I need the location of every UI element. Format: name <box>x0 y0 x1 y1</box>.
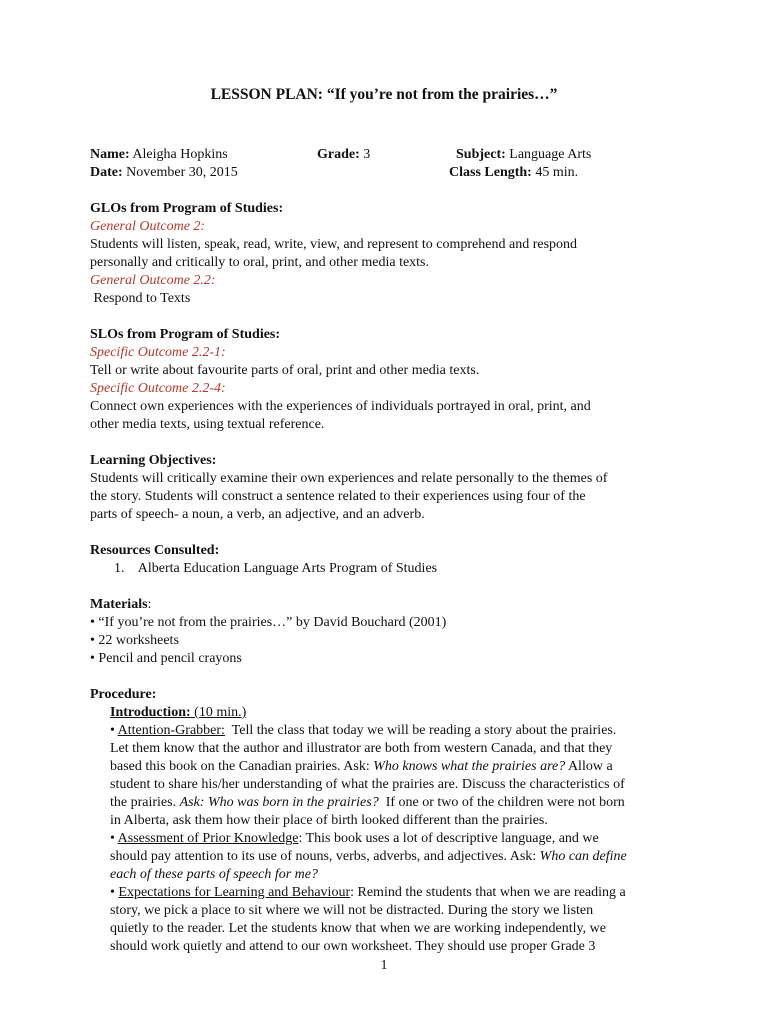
specific-outcome-2-2-1: Specific Outcome 2.2-1: <box>90 345 226 360</box>
attention-grabber-paragraph: • Attention-Grabber: Tell the class that today we will be reading a story about the prairies. Let them know that the author and illustrator are both from western Canada, and that they based this book on the Canadian prairies. Ask: Who knows what the prairies are? Allow a student to share his/her understanding of what the prairies are. Discuss the characteristics of the prairies. Ask: Who was born in the prairies? If one or two of the children were not born in Alberta, ask them how their place of birth looked different than the prairies. <box>110 723 625 828</box>
glo-text-line: personally and critically to oral, print, and other media texts. <box>90 255 430 270</box>
materials-item: • 22 worksheets <box>90 633 179 648</box>
materials-heading-line <box>90 596 690 614</box>
procedure-section <box>90 686 690 956</box>
introduction-time: (10 min.) <box>190 705 247 720</box>
materials-colon: : <box>147 597 152 612</box>
objectives-line: Students will critically examine their own experiences and relate personally to the themes of <box>90 471 608 486</box>
grade-value: 3 <box>363 147 371 162</box>
introduction-label: Introduction: <box>110 705 191 720</box>
materials-heading: Materials <box>90 597 148 612</box>
name-label: Name: <box>90 147 130 162</box>
attention-grabber-label: Attention-Grabber: <box>117 723 225 738</box>
objectives-line: the story. Students will construct a sentence related to their experiences using four of the <box>90 489 586 504</box>
general-outcome-2-2: General Outcome 2.2: <box>90 273 216 288</box>
info-row-2 <box>90 164 690 182</box>
expectations-label: Expectations for Learning and Behaviour <box>118 885 351 900</box>
glo-text-line: Respond to Texts <box>90 291 191 306</box>
objectives-section <box>90 452 690 524</box>
general-outcome-2: General Outcome 2: <box>90 219 206 234</box>
resources-section <box>90 542 690 578</box>
slo-text-line: Connect own experiences with the experiences of individuals portrayed in oral, print, and <box>90 399 591 414</box>
question-born-prairies: Ask: Who was born in the prairies? <box>179 795 379 810</box>
glo-text-line: Students will listen, speak, read, write, view, and represent to comprehend and respond <box>90 237 578 252</box>
specific-outcome-2-2-4: Specific Outcome 2.2-4: <box>90 381 226 396</box>
page-number: 1 <box>380 958 388 973</box>
info-block <box>90 146 690 182</box>
date-value: November 30, 2015 <box>126 165 238 180</box>
slos-heading: SLOs from Program of Studies: <box>90 327 281 342</box>
glos-heading: GLOs from Program of Studies: <box>90 201 284 216</box>
prior-knowledge-paragraph: • Assessment of Prior Knowledge: This book uses a lot of descriptive language, and we should pay attention to its use of nouns, verbs, adverbs, and adjectives. Ask: Who can define each of these parts of speech for me? <box>110 831 627 882</box>
procedure-heading: Procedure: <box>90 687 157 702</box>
question-prairies: Who knows what the prairies are? <box>373 759 566 774</box>
slo-text-line: Tell or write about favourite parts of oral, print and other media texts. <box>90 363 480 378</box>
materials-section <box>90 596 690 668</box>
grade-label: Grade: <box>317 147 360 162</box>
resources-item: 1. Alberta Education Language Arts Program of Studies <box>114 561 438 576</box>
page-title: LESSON PLAN: “If you’re not from the prairies…” <box>210 86 558 103</box>
class-length-label: Class Length: <box>449 165 532 180</box>
info-row-1 <box>90 146 690 164</box>
materials-item: • “If you’re not from the prairies…” by David Bouchard (2001) <box>90 615 447 630</box>
glos-section <box>90 200 690 308</box>
subject-value: Language Arts <box>509 147 592 162</box>
date-label: Date: <box>90 165 123 180</box>
lesson-plan-body <box>90 146 690 956</box>
slo-text-line: other media texts, using textual reference. <box>90 417 325 432</box>
introduction-line <box>90 704 690 722</box>
objectives-heading: Learning Objectives: <box>90 453 217 468</box>
resources-heading: Resources Consulted: <box>90 543 220 558</box>
subject-label: Subject: <box>456 147 506 162</box>
class-length-value: 45 min. <box>535 165 579 180</box>
name-value: Aleigha Hopkins <box>132 147 228 162</box>
prior-knowledge-label: Assessment of Prior Knowledge <box>117 831 299 846</box>
expectations-paragraph: • Expectations for Learning and Behaviour: Remind the students that when we are reading a story, we pick a place to sit where we will not be distracted. During the story we listen quietly to the reader. Let the students know that when we are working independently, we should work quietly and attend to our own worksheet. They should use proper Grade 3 <box>110 885 626 954</box>
slos-section <box>90 326 690 434</box>
materials-item: • Pencil and pencil crayons <box>90 651 242 666</box>
objectives-line: parts of speech- a noun, a verb, an adjective, and an adverb. <box>90 507 425 522</box>
